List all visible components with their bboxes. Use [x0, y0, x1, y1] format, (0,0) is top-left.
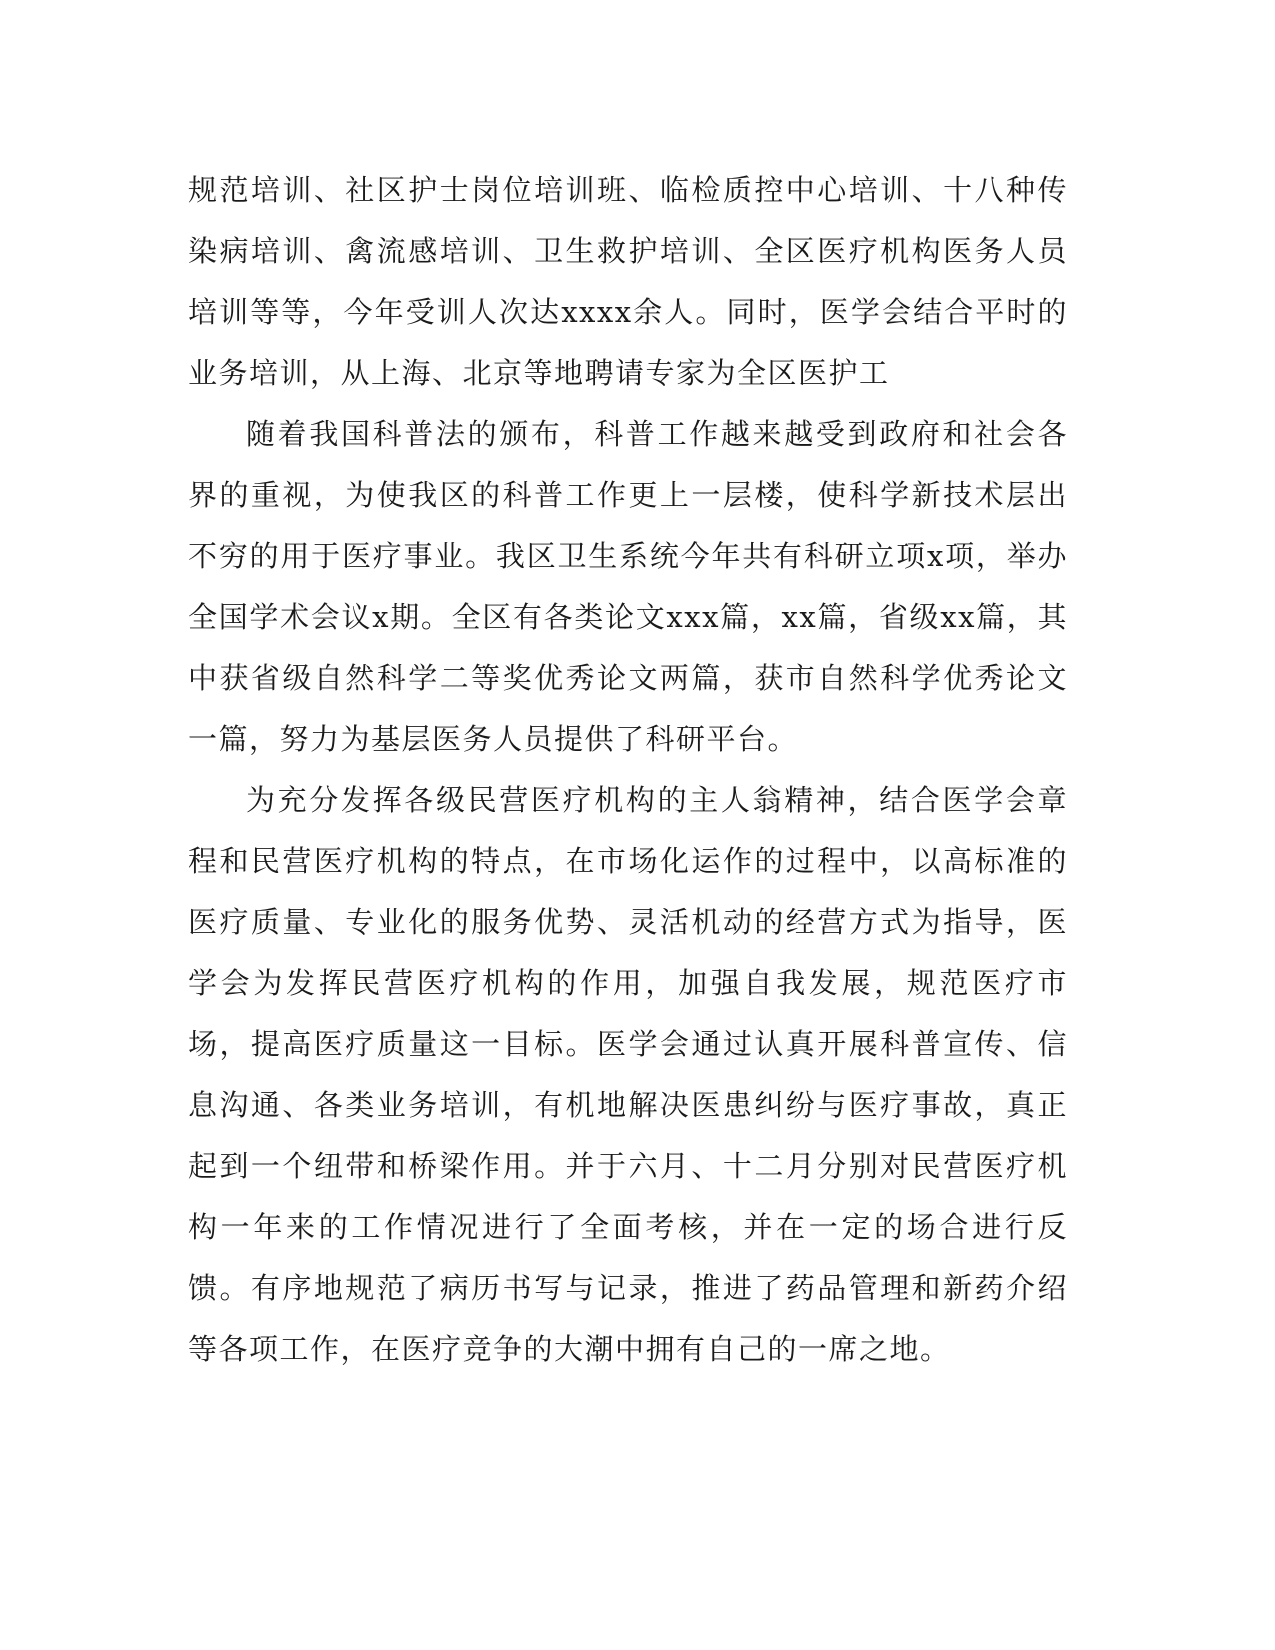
paragraph-private-medical-institutions: 为充分发挥各级民营医疗机构的主人翁精神，结合医学会章程和民营医疗机构的特点，在市场化运作的过程中，以高标准的医疗质量、专业化的服务优势、灵活机动的经营方式为指导，医学会为发挥民营医疗机构的作用，加强自我发展，规范医疗市场，提高医疗质量这一目标。医学会通过认真开展科普宣传、信息沟通、各类业务培训，有机地解决医患纠纷与医疗事故，真正起到一个纽带和桥梁作用。并于六月、十二月分别对民营医疗机构一年来的工作情况进行了全面考核，并在一定的场合进行反馈。有序地规范了病历书写与记录，推进了药品管理和新药介绍等各项工作，在医疗竞争的大潮中拥有自己的一席之地。	[188, 783, 1068, 1366]
paragraph-science-popularization: 随着我国科普法的颁布，科普工作越来越受到政府和社会各界的重视，为使我区的科普工作更上一层楼，使科学新技术层出不穷的用于医疗事业。我区卫生系统今年共有科研立项x项，举办全国学术会议x期。全区有各类论文xxx篇，xx篇，省级xx篇，其中获省级自然科学二等奖优秀论文两篇，获市自然科学优秀论文一篇，努力为基层医务人员提供了科研平台。	[188, 417, 1068, 756]
paragraph-training: 规范培训、社区护士岗位培训班、临检质控中心培训、十八种传染病培训、禽流感培训、卫生救护培训、全区医疗机构医务人员培训等等，今年受训人次达xxxx余人。同时，医学会结合平时的业务培训，从上海、北京等地聘请专家为全区医护工	[188, 173, 1068, 390]
document-body	[188, 160, 1068, 1380]
